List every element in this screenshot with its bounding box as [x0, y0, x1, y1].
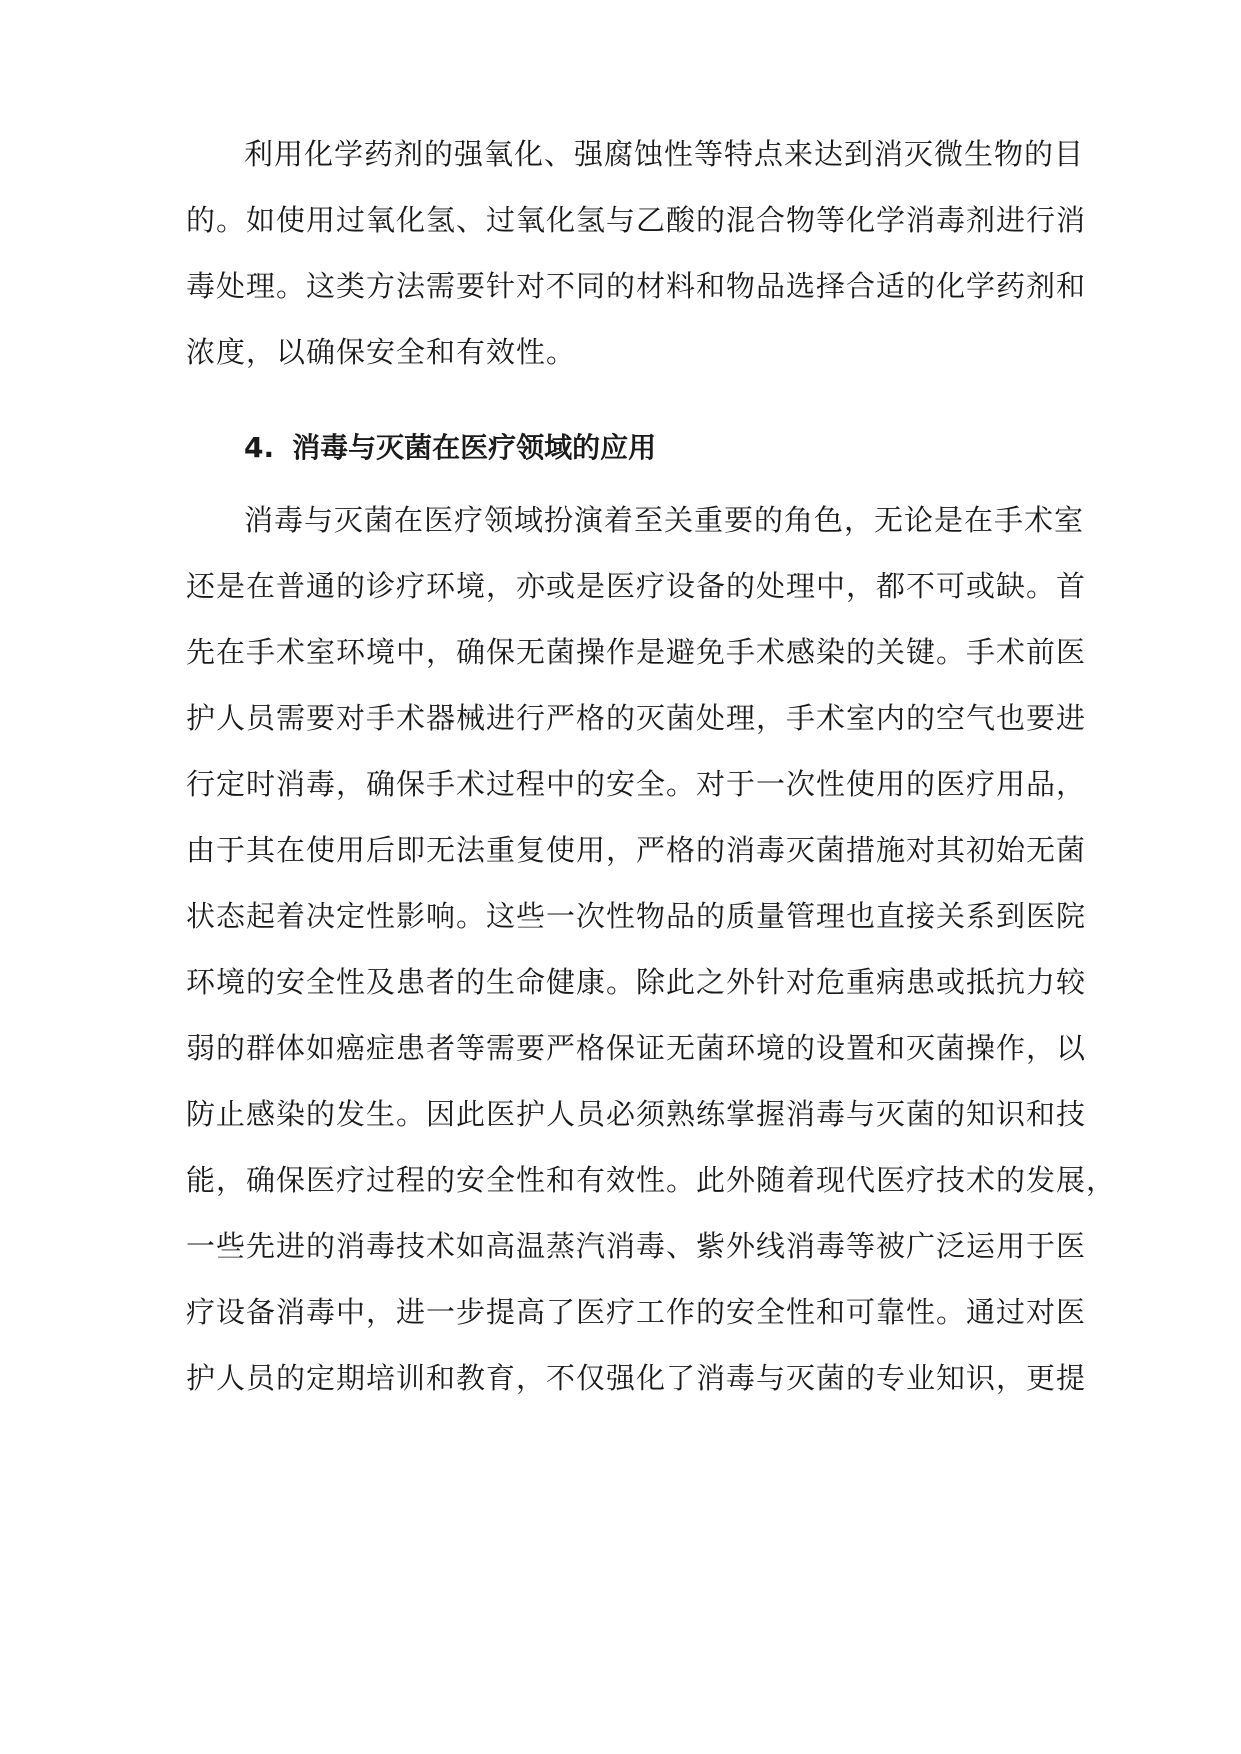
section-title: 消毒与灭菌在医疗领域的应用: [292, 431, 657, 464]
paragraph-2-line-2: 还是在普通的诊疗环境，亦或是医疗设备的处理中，都不可或缺。首: [186, 569, 1087, 603]
paragraph-2-line-4: 护人员需要对手术器械进行严格的灭菌处理，手术室内的空气也要进: [186, 701, 1087, 735]
paragraph-2-line-8: 环境的安全性及患者的生命健康。除此之外针对危重病患或抵抗力较: [186, 965, 1087, 999]
paragraph-1-line-2: 的。如使用过氧化氢、过氧化氢与乙酸的混合物等化学消毒剂进行消: [186, 203, 1087, 237]
paragraph-2-line-5: 行定时消毒，确保手术过程中的安全。对于一次性使用的医疗用品，: [186, 767, 1087, 801]
paragraph-2-line-3: 先在手术室环境中，确保无菌操作是避免手术感染的关键。手术前医: [186, 635, 1087, 669]
paragraph-2-line-12: 一些先进的消毒技术如高温蒸汽消毒、紫外线消毒等被广泛运用于医: [186, 1229, 1087, 1263]
section-heading: [244, 430, 656, 466]
paragraph-2-line-7: 状态起着决定性影响。这些一次性物品的质量管理也直接关系到医院: [186, 899, 1087, 933]
paragraph-2-line-6: 由于其在使用后即无法重复使用，严格的消毒灭菌措施对其初始无菌: [186, 833, 1087, 867]
paragraph-1-line-3: 毒处理。这类方法需要针对不同的材料和物品选择合适的化学药剂和: [186, 269, 1087, 303]
paragraph-2-line-13: 疗设备消毒中，进一步提高了医疗工作的安全性和可靠性。通过对医: [186, 1295, 1087, 1329]
paragraph-2-line-11: 能，确保医疗过程的安全性和有效性。此外随着现代医疗技术的发展，: [186, 1163, 1117, 1197]
paragraph-2-line-14: 护人员的定期培训和教育，不仅强化了消毒与灭菌的专业知识，更提: [186, 1361, 1087, 1395]
paragraph-2-line-9: 弱的群体如癌症患者等需要严格保证无菌环境的设置和灭菌操作，以: [186, 1031, 1087, 1065]
paragraph-1-line-1: 利用化学药剂的强氧化、强腐蚀性等特点来达到消灭微生物的目: [244, 137, 1085, 171]
paragraph-2-line-10: 防止感染的发生。因此医护人员必须熟练掌握消毒与灭菌的知识和技: [186, 1097, 1087, 1131]
paragraph-1-line-4: 浓度，以确保安全和有效性。: [186, 335, 577, 369]
paragraph-2-line-1: 消毒与灭菌在医疗领域扮演着至关重要的角色，无论是在手术室: [244, 503, 1085, 537]
section-number: 4.: [244, 431, 275, 464]
